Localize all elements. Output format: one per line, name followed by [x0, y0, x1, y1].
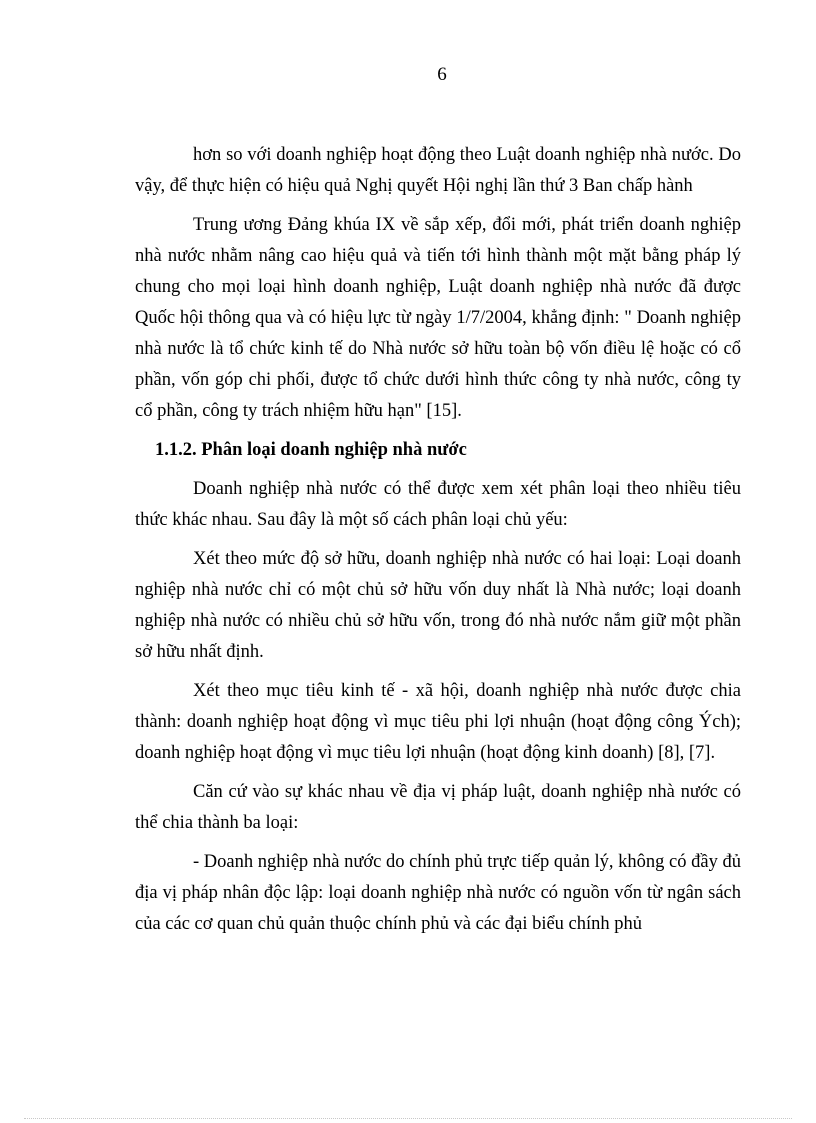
section-paragraph: - Doanh nghiệp nhà nước do chính phủ trực tiếp quản lý, không có đầy đủ địa vị pháp nhân độc lập: loại doanh nghiệp nhà nước có nguồn vốn từ ngân sách của các cơ quan chủ quản thuộc chính phủ và các đại biểu chính phủ — [135, 852, 741, 934]
section-paragraph: Doanh nghiệp nhà nước có thể được xem xét phân loại theo nhiều tiêu thức khác nhau. Sau đây là một số cách phân loại chủ yếu: — [135, 479, 741, 530]
page-bottom-divider — [24, 1118, 792, 1119]
section-paragraph: Xét theo mục tiêu kinh tế - xã hội, doanh nghiệp nhà nước được chia thành: doanh nghiệp hoạt động vì mục tiêu phi lợi nhuận (hoạt động công Ých); doanh nghiệp hoạt động vì mục tiêu lợi nhuận (hoạt động kinh doanh) [8], [7]. — [135, 681, 741, 763]
body-paragraph: Trung ương Đảng khúa IX về sắp xếp, đổi mới, phát triển doanh nghiệp nhà nước nhằm nâng cao hiệu quả và tiến tới hình thành một mặt bằng pháp lý chung cho mọi loại hình doanh nghiệp, Luật doanh nghiệp nhà nước đã được Quốc hội thông qua và có hiệu lực từ ngày 1/7/2004, khẳng định: " Doanh nghiệp nhà nước là tổ chức kinh tế do Nhà nước sở hữu toàn bộ vốn điều lệ hoặc có cổ phần, vốn góp chi phối, được tổ chức dưới hình thức công ty nhà nước, công ty cổ phần, công ty trách nhiệm hữu hạn" [15]. — [135, 215, 741, 421]
document-body — [135, 140, 741, 948]
section-paragraph: Căn cứ vào sự khác nhau về địa vị pháp luật, doanh nghiệp nhà nước có thể chia thành ba loại: — [135, 782, 741, 833]
page-number: 6 — [437, 64, 447, 85]
section-paragraph: Xét theo mức độ sở hữu, doanh nghiệp nhà nước có hai loại: Loại doanh nghiệp nhà nước chỉ có một chủ sở hữu vốn duy nhất là Nhà nước; loại doanh nghiệp nhà nước có nhiều chủ sở hữu vốn, trong đó nhà nước nắm giữ một phần sở hữu nhất định. — [135, 549, 741, 662]
section-heading: 1.1.2. Phân loại doanh nghiệp nhà nước — [155, 440, 467, 460]
body-paragraph: hơn so với doanh nghiệp hoạt động theo Luật doanh nghiệp nhà nước. Do vậy, để thực hiện có hiệu quả Nghị quyết Hội nghị lần thứ 3 Ban chấp hành — [135, 145, 741, 196]
